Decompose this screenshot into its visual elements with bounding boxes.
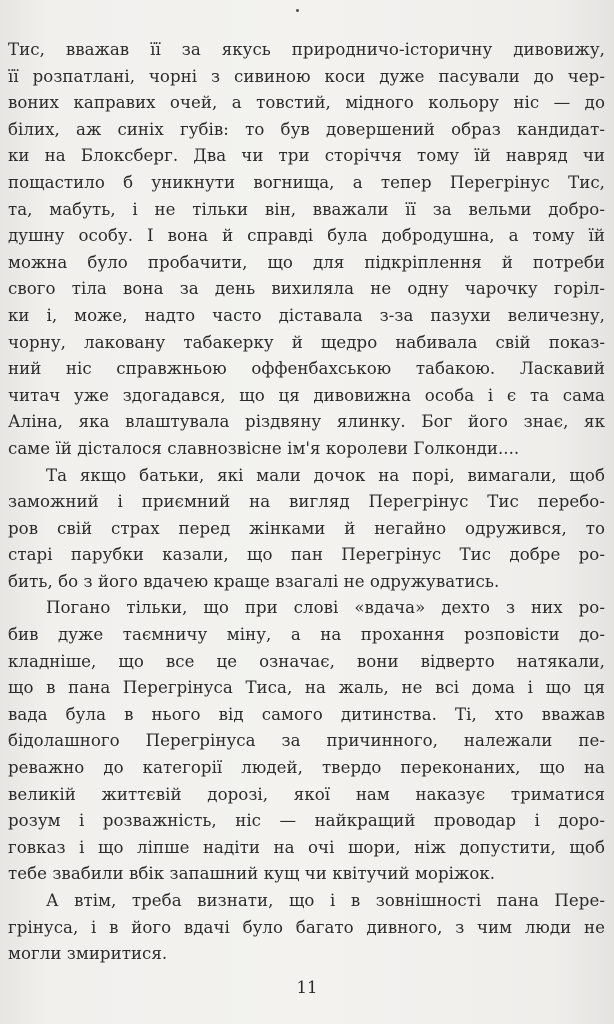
page-number: 11 xyxy=(296,978,318,997)
text-line: саме їй дісталося славнозвісне ім'я королеви Голконди.... xyxy=(8,438,520,458)
text-line: можна було пробачити, що для підкріплення й потреби xyxy=(8,252,605,272)
text-line: білих, аж синіх губів: то був довершений образ кандидат- xyxy=(8,119,605,139)
text-line: тебе звабили вбік запашний кущ чи квітучий моріжок. xyxy=(8,864,496,884)
text-line: могли змиритися. xyxy=(8,944,168,964)
text-line: бив дуже таємничу міну, а на прохання розповісти до- xyxy=(8,625,605,645)
text-line: душну особу. І вона й справді була добродушна, а тому їй xyxy=(8,226,605,246)
text-line: ров свій страх перед жінками й негайно одружився, то xyxy=(8,518,605,538)
text-line: ний ніс справжньою оффенбахською табакою. Ласкавий xyxy=(8,359,605,379)
text-line: що в пана Перегрінуса Тиса, на жаль, не всі дома і що ця xyxy=(8,678,605,698)
text-line: бить, бо з його вдачею краще взагалі не одружуватись. xyxy=(8,571,500,591)
text-line: грінуса, і в його вдачі було багато дивного, з чим люди не xyxy=(8,917,605,937)
text-line: А втім, треба визнати, що і в зовнішності пана Пере- xyxy=(46,891,605,910)
text-line: Аліна, яка влаштувала різдвяну ялинку. Бог його знає, як xyxy=(8,412,605,432)
text-line: пощастило б уникнути вогнища, а тепер Перегрінус Тис, xyxy=(8,172,605,192)
text-line: реважно до категорії людей, твердо переконаних, що на xyxy=(8,758,605,778)
text-line: воних каправих очей, а товстий, мідного кольору ніс — до xyxy=(8,93,605,113)
text-line: бідолашного Перегрінуса за причинного, належали пе- xyxy=(8,731,605,751)
text-line: великій життєвій дорозі, якої нам наказує триматися xyxy=(8,784,605,804)
text-line: старі парубки казали, що пан Перегрінус Тис добре ро- xyxy=(8,545,605,565)
text-line: її розпатлані, чорні з сивиною коси дуже пасували до чер- xyxy=(8,66,605,86)
text-line: Та якщо батьки, які мали дочок на порі, вимагали, щоб xyxy=(46,465,605,485)
text-line: ки на Блоксберг. Два чи три сторіччя тому їй навряд чи xyxy=(8,146,605,166)
text-line: Погано тільки, що при слові «вдача» дехто з них ро- xyxy=(46,598,605,618)
text-line: розум і розважність, ніс — найкращий проводар і доро- xyxy=(8,811,605,831)
paper-speck xyxy=(296,9,299,12)
text-line: Тис, вважав її за якусь природничо-історичну дивовижу, xyxy=(8,40,605,59)
text-line: кладніше, що все це означає, вони відверто натякали, xyxy=(8,651,605,671)
text-line: свого тіла вона за день вихиляла не одну чарочку горіл- xyxy=(8,279,605,299)
text-line: говказ і що ліпше надіти на очі шори, ніж допустити, щоб xyxy=(8,837,605,857)
text-line: та, мабуть, і не тільки він, вважали її за вельми добро- xyxy=(8,199,605,219)
text-line: читач уже здогадався, що ця дивовижна особа і є та сама xyxy=(8,385,605,405)
text-line: чорну, лаковану табакерку й щедро набивала свій показ- xyxy=(8,332,605,352)
text-line: заможний і приємний на вигляд Перегрінус Тис перебо- xyxy=(8,492,605,512)
text-line: вада була в нього від самого дитинства. Ті, хто вважав xyxy=(8,704,605,724)
body-text xyxy=(8,37,605,968)
text-line: ки і, може, надто часто діставала з-за пазухи величезну, xyxy=(8,305,605,325)
